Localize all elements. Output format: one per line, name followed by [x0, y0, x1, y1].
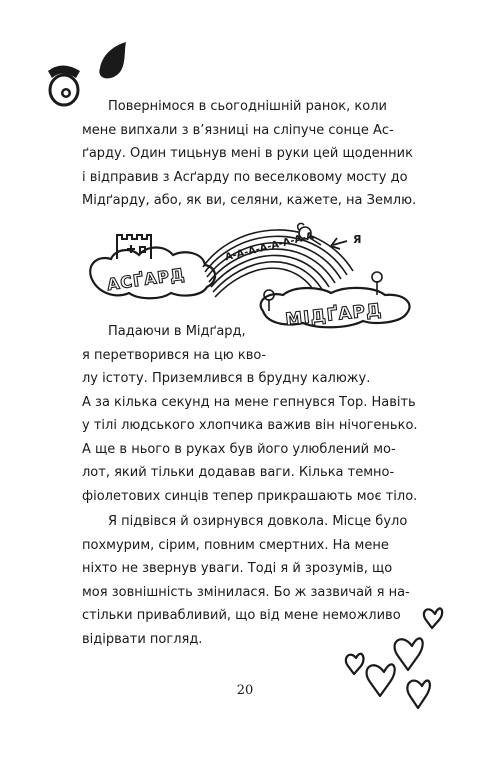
text-line: лот, який тільки додавав ваги. Кілька темно-	[82, 465, 395, 480]
paragraph-2	[82, 320, 422, 508]
page-number: 20	[236, 683, 254, 698]
asgard-label: АСҐАРД	[105, 264, 187, 295]
text-line: А ще в нього в руках був його улюблений мо-	[82, 441, 396, 457]
text-line: і відправив з Асґарду по веселковому мосту до	[82, 169, 408, 185]
me-label: Я	[353, 233, 362, 246]
midgard-label: МІДҐАРД	[284, 300, 384, 331]
rainbow-bridge-illustration	[85, 215, 425, 330]
text-line: Повернімося в сьогоднішній ранок, коли	[108, 99, 387, 114]
text-line: фіолетових синців тепер прикрашають моє тіло.	[82, 488, 418, 504]
text-line: Падаючи в Мідґард,	[108, 324, 246, 339]
text-line: моя зовнішність змінилася. Бо ж зазвичай я на-	[82, 584, 410, 600]
text-line: у тілі людського хлопчика важив він нічогенько.	[82, 418, 418, 433]
text-line: Мідґарду, або, як ви, селяни, кажете, на Землю.	[82, 193, 417, 208]
text-line: відірвати погляд.	[82, 631, 203, 647]
scream-text: А-А-А-А-А-А-А-А	[223, 230, 315, 264]
text-line: стільки привабливий, що від мене неможливо	[82, 608, 401, 623]
arrow-icon	[331, 238, 347, 249]
text-line: лу істоту. Приземлився в брудну калюжу.	[82, 371, 371, 386]
text-line: ґарду. Один тицьнув мені в руки цей щоденник	[82, 146, 413, 161]
text-line: мене випхали з в’язниці на сліпуче сонце Ас-	[82, 122, 394, 138]
text-line: я перетворився на цю кво-	[82, 347, 267, 363]
text-line: А за кілька секунд на мене гепнувся Тор. Навіть	[82, 394, 416, 410]
text-line: ніхто не звернув уваги. Тоді я й зрозумів, що	[82, 561, 393, 576]
paragraph-1	[82, 95, 422, 213]
text-line: похмурим, сірим, повним смертних. На мене	[82, 537, 389, 553]
text-line: Я підвівся й озирнувся довкола. Місце було	[108, 514, 408, 529]
hearts-doodle-icon	[340, 598, 450, 718]
